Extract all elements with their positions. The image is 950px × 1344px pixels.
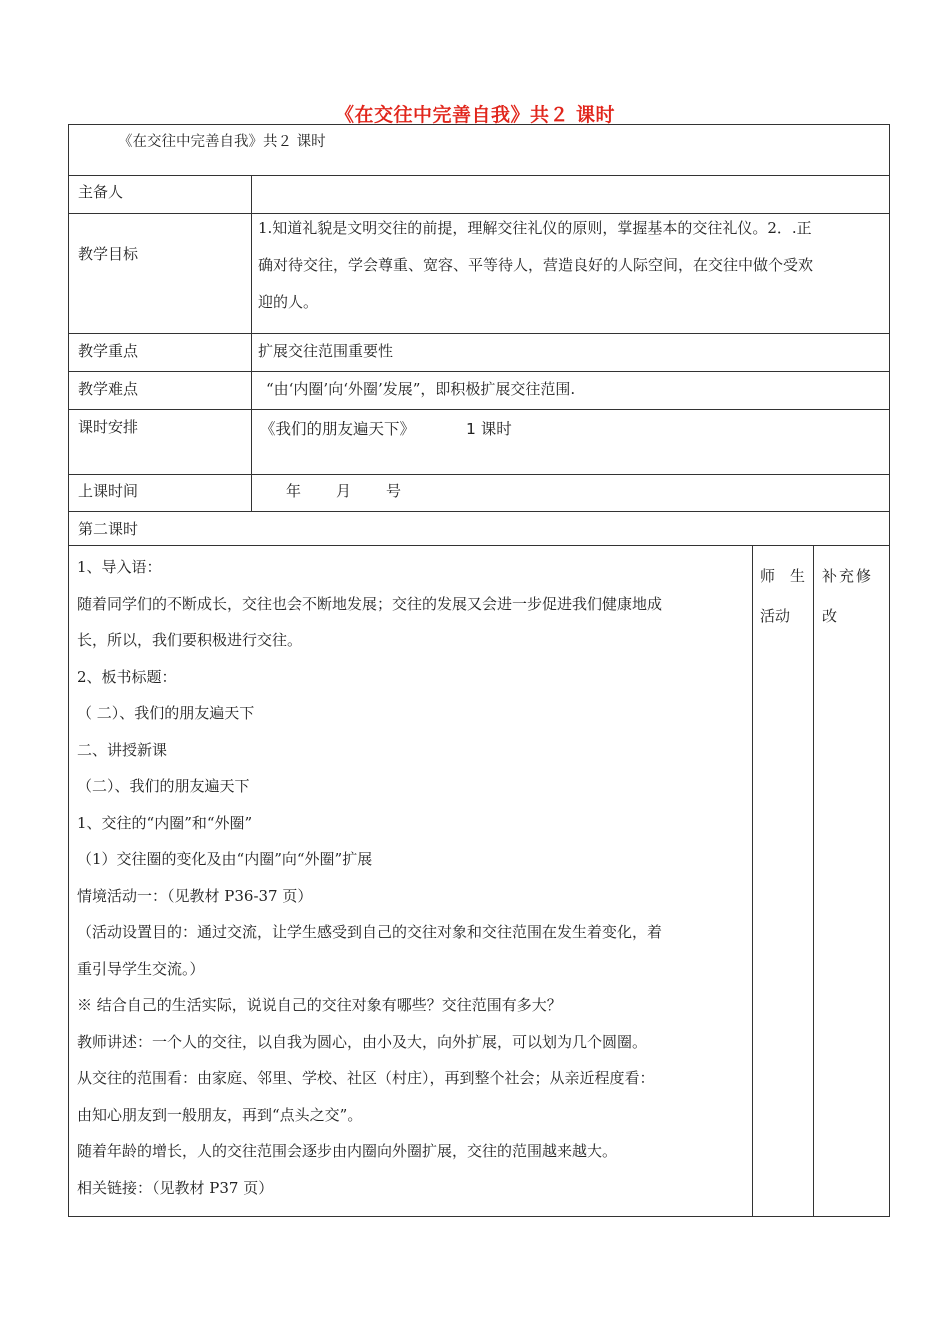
side-label-line: 活动: [760, 607, 791, 625]
column-divider: [251, 175, 252, 511]
body-line: 随着同学们的不断成长，交往也会不断地发展；交往的发展又会进一步促进我们健康地成: [77, 594, 663, 613]
label-teaching-goals: 教学目标: [78, 245, 139, 263]
body-line: 1、交往的“内圈”和“外圈”: [77, 813, 253, 832]
side-label-line: 师 生: [760, 567, 806, 585]
teacher-student-activity-label: [760, 556, 805, 636]
label-schedule: 课时安排: [78, 418, 139, 436]
teaching-goals-line: 迎的人。: [258, 293, 319, 311]
body-line: 随着年龄的增长，人的交往范围会逐步由内圈向外圈扩展，交往的范围越来越大。: [77, 1142, 618, 1160]
row-divider: [68, 333, 890, 334]
row-divider: [68, 175, 890, 176]
body-line: （1）交往圈的变化及由“内圈”向“外圈”扩展: [77, 850, 373, 868]
value-schedule-hours: 1 课时: [466, 420, 512, 438]
body-line: 相关链接：（见教材 P37 页）: [77, 1178, 274, 1197]
value-teaching-difficulty: “由‘内圈’向‘外圈’发展”，即积极扩展交往范围.: [266, 380, 576, 398]
value-schedule-unit: 《我们的朋友遍天下》: [260, 420, 416, 438]
teaching-goals-text: [258, 210, 888, 321]
label-class-time: 上课时间: [78, 482, 139, 500]
supplement-revision-label: [822, 556, 873, 636]
body-line: （二）、我们的朋友遍天下: [77, 777, 250, 795]
side-label-line: 补充修: [822, 567, 874, 585]
row-divider: [68, 474, 890, 475]
body-line: 1、导入语：: [77, 558, 162, 576]
row-divider: [68, 371, 890, 372]
body-line: （ 二）、我们的朋友遍天下: [77, 704, 255, 722]
body-line: 从交往的范围看：由家庭、邻里、学校、社区（村庄），再到整个社会；从亲近程度看：: [77, 1069, 655, 1087]
side-label-line: 改: [822, 607, 840, 625]
body-line: （活动设置目的：通过交流，让学生感受到自己的交往对象和交往范围在发生着变化，着: [77, 923, 663, 941]
body-line: 重引导学生交流。）: [77, 959, 205, 978]
lesson-body: [77, 549, 749, 1206]
row-divider: [68, 511, 890, 512]
label-teaching-difficulty: 教学难点: [78, 380, 139, 398]
row-divider: [68, 409, 890, 410]
class-time-month: 月: [336, 482, 352, 500]
body-line: 由知心朋友到一般朋友，再到“点头之交”。: [77, 1105, 363, 1124]
label-teaching-focus: 教学重点: [78, 342, 139, 360]
column-divider: [752, 545, 753, 1217]
teaching-goals-line: 1.知道礼貌是文明交往的前提，理解交往礼仪的原则，掌握基本的交往礼仪。2．.正: [258, 219, 812, 237]
body-line: 2、板书标题：: [77, 667, 177, 686]
value-teaching-focus: 扩展交往范围重要性: [258, 342, 394, 360]
column-divider: [813, 545, 814, 1217]
label-lead-preparer: 主备人: [78, 183, 124, 201]
second-lesson-heading: 第二课时: [78, 520, 139, 538]
body-line: 教师讲述：一个人的交往，以自我为圆心，由小及大，向外扩展，可以划为几个圆圈。: [77, 1032, 648, 1051]
body-line: ※ 结合自己的生活实际，说说自己的交往对象有哪些？交往范围有多大？: [77, 996, 562, 1014]
row-divider: [68, 545, 890, 546]
table-title: 《在交往中完善自我》共２ 课时: [118, 134, 326, 150]
class-time-day: 号: [386, 482, 402, 500]
body-line: 长，所以，我们要积极进行交往。: [77, 631, 303, 649]
class-time-year: 年: [286, 482, 302, 500]
body-line: 情境活动一：（见教材 P36-37 页）: [77, 886, 313, 905]
body-line: 二、讲授新课: [77, 740, 168, 759]
teaching-goals-line: 确对待交往，学会尊重、宽容、平等待人，营造良好的人际空间，在交往中做个受欢: [258, 256, 814, 274]
page-title: 《在交往中完善自我》共２ 课时: [334, 104, 616, 126]
